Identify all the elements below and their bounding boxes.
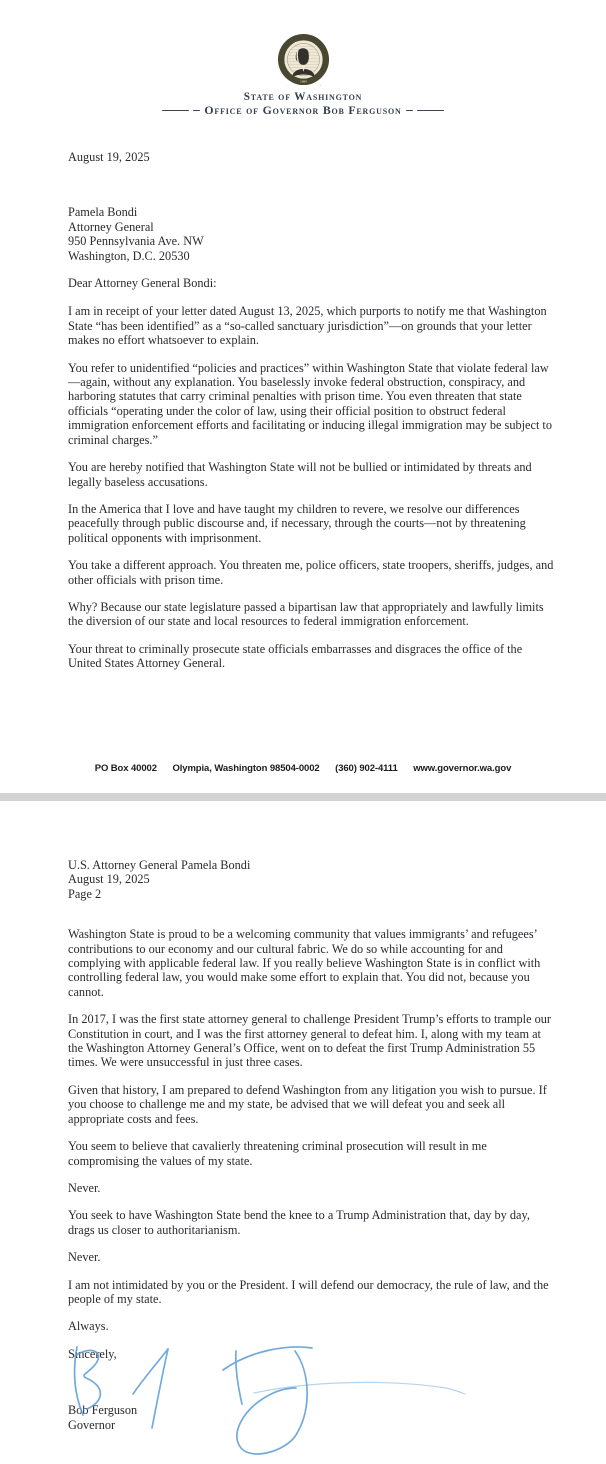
decorative-rule-right-short	[406, 110, 413, 112]
footer-po-box: PO Box 40002	[94, 763, 157, 774]
footer-website: www.governor.wa.gov	[413, 763, 512, 774]
decorative-rule-right-long	[417, 110, 444, 112]
paragraph: Never.	[68, 1180, 101, 1195]
signer-name: Bob Ferguson	[68, 1403, 138, 1418]
paragraph: I am in receipt of your letter dated August 13, 2025, which purports to notify me that Washington State “has been identified” as a “so-called sanctuary jurisdiction”—on grounds that your letter makes no effort whatsoever to explain.	[68, 304, 547, 348]
recipient-street: 950 Pennsylvania Ave. NW	[68, 234, 204, 249]
paragraph: In 2017, I was the first state attorney general to challenge President Trump’s efforts to trample our Constitution in court, and I was the first attorney general to defeat him. I, along with my team at the Washington Attorney General’s Office, went on to defeat the first Trump Administration 55 times. We were unsuccessful in just three cases.	[68, 1012, 551, 1070]
letter-body-page-2	[68, 858, 554, 1432]
paragraph: Washington State is proud to be a welcoming community that values immigrants’ and refugees’ contributions to our economy and our cultural fabric. We do so while accounting for and complying with applicable federal law. If you really believe Washington State is in conflict with controlling federal law, you would make some effort to explain that. You did not, because you cannot.	[68, 927, 541, 999]
paragraph: You are hereby notified that Washington State will not be bullied or intimidated by threats and legally baseless accusations.	[68, 460, 532, 489]
paragraph: You take a different approach. You threaten me, police officers, state troopers, sheriffs, judges, and other officials with prison time.	[68, 558, 554, 587]
letterhead-office-name: Office of Governor Bob Ferguson	[204, 103, 402, 117]
letter-date: August 19, 2025	[68, 150, 150, 164]
paragraph: Why? Because our state legislature passed a bipartisan law that appropriately and lawfully limits the diversion of our state and local resources to federal immigration enforcement.	[68, 599, 544, 629]
continuation-header	[68, 858, 554, 901]
letter-page-2	[0, 801, 606, 1464]
footer-phone: (360) 902-4111	[335, 763, 398, 774]
recipient-city: Washington, D.C. 20530	[68, 248, 190, 263]
decorative-rule-left-short	[193, 110, 200, 112]
signer-block	[68, 1403, 554, 1432]
recipient-address-block	[68, 205, 554, 263]
continuation-date: August 19, 2025	[68, 872, 150, 887]
paragraph: Your threat to criminally prosecute state officials embarrasses and disgraces the office of the United States Attorney General.	[68, 641, 523, 671]
continuation-page-number: Page 2	[68, 886, 102, 901]
page-divider	[0, 793, 606, 801]
recipient-title: Attorney General	[68, 219, 154, 234]
continuation-recipient: U.S. Attorney General Pamela Bondi	[68, 858, 251, 872]
recipient-name: Pamela Bondi	[68, 205, 138, 220]
closing: Sincerely,	[68, 1346, 117, 1361]
decorative-rule-left-long	[162, 110, 189, 112]
paragraph: I am not intimidated by you or the President. I will defend our democracy, the rule of law, and the people of my state.	[68, 1277, 549, 1306]
paragraph: In the America that I love and have taught my children to revere, we resolve our differences peacefully through public discourse and, if necessary, through the courts—not by threatening political opponents with imprisonment.	[68, 501, 526, 545]
paragraph: Always.	[68, 1319, 109, 1334]
paragraph: Given that history, I am prepared to defend Washington from any litigation you wish to pursue. If you choose to challenge me and my state, be advised that we will defeat you and seek all appropriate costs and fees.	[68, 1082, 547, 1126]
page-footer	[0, 763, 606, 775]
paragraph: You seem to believe that cavalierly threatening criminal prosecution will result in me compromising the values of my state.	[68, 1139, 487, 1168]
paragraph: You seek to have Washington State bend the knee to a Trump Administration that, day by day, drags us closer to authoritarianism.	[68, 1208, 530, 1237]
seal-year-text: 1889	[299, 79, 307, 84]
paragraph: You refer to unidentified “policies and practices” within Washington State that violate federal law—again, without any explanation. You baselessly invoke federal obstruction, conspiracy, and harboring statutes that carry criminal penalties with prison time. You even threaten that state officials “operating under the color of law, using their official position to obstruct federal immigration enforcement efforts and facilitating or inducing illegal immigration may be subject to criminal charges.”	[68, 360, 552, 447]
washington-state-seal-icon	[276, 33, 331, 86]
signer-title: Governor	[68, 1417, 116, 1432]
letterhead-state-name: State of Washington	[243, 91, 363, 103]
paragraph: Never.	[68, 1250, 101, 1265]
salutation: Dear Attorney General Bondi:	[68, 276, 217, 291]
letterhead	[0, 33, 606, 117]
letterhead-office-name-row	[162, 104, 443, 117]
letter-body-page-1	[68, 150, 554, 684]
footer-address: Olympia, Washington 98504-0002	[172, 763, 320, 774]
